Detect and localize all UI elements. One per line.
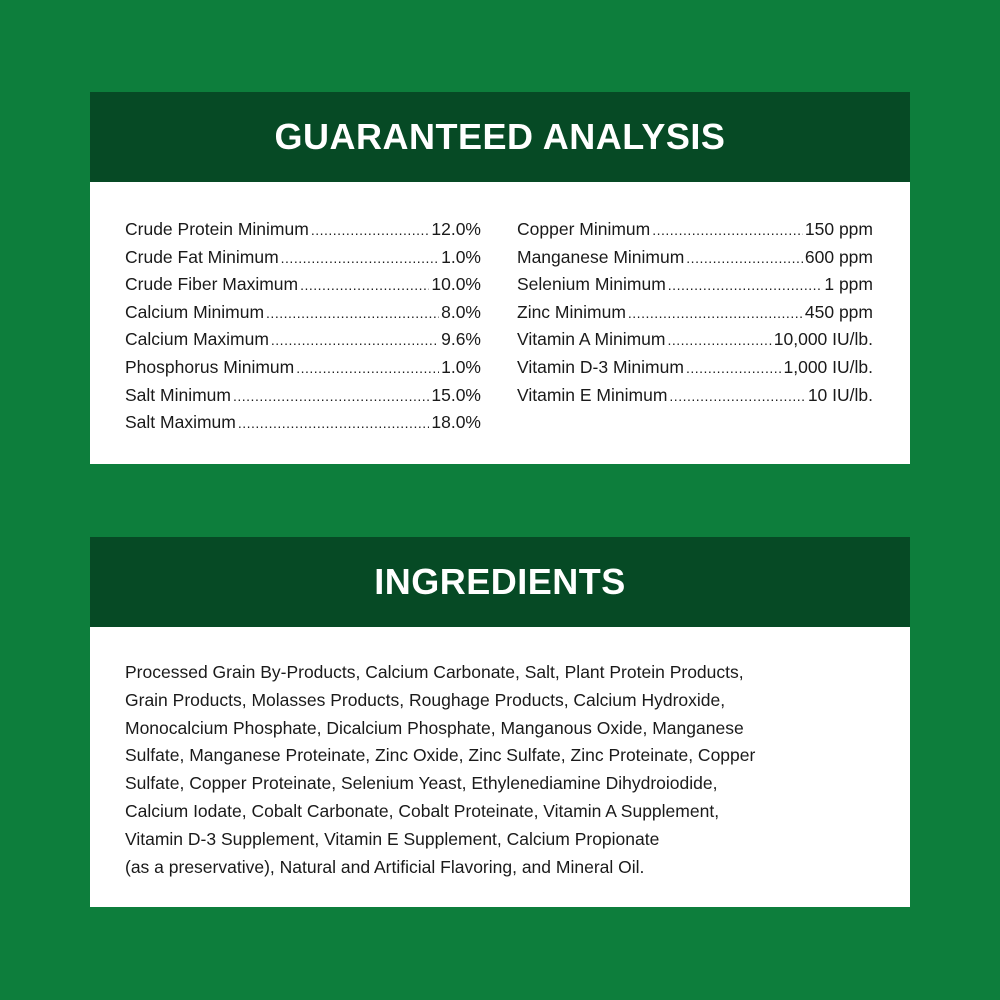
- nutrient-value: 150 ppm: [804, 219, 873, 239]
- analysis-column-left: [125, 219, 481, 440]
- nutrient-value: 10 IU/lb.: [807, 384, 873, 405]
- dot-leader: [281, 250, 439, 266]
- dot-leader: [686, 360, 782, 376]
- nutrient-name: Crude Fiber Maximum: [125, 274, 299, 295]
- nutrient-name: Zinc Minimum: [517, 301, 626, 322]
- nutrient-value: 1.0%: [441, 356, 481, 377]
- analysis-row: [517, 357, 873, 385]
- dot-leader: [628, 305, 803, 321]
- nutrient-name: Copper Minimum: [517, 219, 651, 239]
- nutrient-name: Calcium Maximum: [125, 329, 269, 350]
- nutrient-name: Salt Minimum: [125, 384, 231, 405]
- dot-leader: [238, 415, 430, 431]
- analysis-row: [517, 302, 873, 330]
- analysis-row: [517, 385, 873, 413]
- dot-leader: [686, 250, 803, 266]
- analysis-column-right: [517, 219, 873, 412]
- nutrient-name: Phosphorus Minimum: [125, 356, 295, 377]
- dot-leader: [668, 277, 823, 293]
- dot-leader: [266, 305, 439, 321]
- ingredients-line: Sulfate, Manganese Proteinate, Zinc Oxide, Zinc Sulfate, Zinc Proteinate, Copper: [125, 745, 756, 766]
- nutrient-name: Vitamin A Minimum: [517, 329, 666, 350]
- nutrient-name: Crude Protein Minimum: [125, 219, 309, 239]
- ingredients-line: Sulfate, Copper Proteinate, Selenium Yeast, Ethylenediamine Dihydroiodide,: [125, 773, 718, 794]
- nutrient-value: 1.0%: [441, 246, 481, 267]
- ingredients-body: [90, 627, 910, 907]
- analysis-row: [125, 302, 481, 330]
- nutrient-value: 9.6%: [441, 329, 481, 350]
- dot-leader: [669, 388, 805, 404]
- analysis-row: [125, 357, 481, 385]
- dot-leader: [311, 222, 430, 238]
- nutrient-value: 8.0%: [441, 301, 481, 322]
- nutrient-name: Selenium Minimum: [517, 274, 666, 295]
- nutrient-name: Vitamin D-3 Minimum: [517, 356, 684, 377]
- nutrient-value: 1,000 IU/lb.: [783, 356, 873, 377]
- nutrient-name: Salt Maximum: [125, 412, 236, 433]
- ingredients-title: INGREDIENTS: [90, 537, 910, 627]
- guaranteed-analysis-body: [90, 182, 910, 464]
- analysis-row: [125, 247, 481, 275]
- nutrient-value: 450 ppm: [804, 301, 873, 322]
- ingredients-line: Grain Products, Molasses Products, Roughage Products, Calcium Hydroxide,: [125, 689, 726, 710]
- ingredients-line: Processed Grain By-Products, Calcium Carbonate, Salt, Plant Protein Products,: [125, 662, 744, 682]
- ingredients-line: Calcium Iodate, Cobalt Carbonate, Cobalt Proteinate, Vitamin A Supplement,: [125, 800, 720, 821]
- ingredients-line: Monocalcium Phosphate, Dicalcium Phosphate, Manganous Oxide, Manganese: [125, 717, 744, 738]
- nutrient-value: 12.0%: [431, 219, 481, 239]
- dot-leader: [667, 332, 771, 348]
- nutrient-name: Manganese Minimum: [517, 246, 685, 267]
- nutrient-name: Calcium Minimum: [125, 301, 265, 322]
- analysis-row: [125, 412, 481, 440]
- nutrient-value: 15.0%: [431, 384, 481, 405]
- nutrient-value: 1 ppm: [824, 274, 873, 295]
- analysis-row: [125, 385, 481, 413]
- analysis-row: [517, 219, 873, 247]
- analysis-row: [517, 329, 873, 357]
- guaranteed-analysis-panel: [90, 92, 910, 464]
- ingredients-line: (as a preservative), Natural and Artificial Flavoring, and Mineral Oil.: [125, 856, 645, 877]
- nutrient-value: 600 ppm: [804, 246, 873, 267]
- analysis-row: [125, 329, 481, 357]
- dot-leader: [300, 277, 429, 293]
- dot-leader: [271, 332, 439, 348]
- nutrient-value: 18.0%: [431, 412, 481, 433]
- ingredients-list: [125, 659, 885, 881]
- analysis-row: [517, 274, 873, 302]
- dot-leader: [652, 222, 803, 238]
- dot-leader: [233, 388, 429, 404]
- nutrient-name: Vitamin E Minimum: [517, 384, 668, 405]
- guaranteed-analysis-title: GUARANTEED ANALYSIS: [90, 92, 910, 182]
- analysis-row: [125, 274, 481, 302]
- ingredients-panel: [90, 537, 910, 907]
- nutrient-name: Crude Fat Minimum: [125, 246, 279, 267]
- analysis-row: [125, 219, 481, 247]
- dot-leader: [296, 360, 439, 376]
- analysis-row: [517, 247, 873, 275]
- nutrient-value: 10,000 IU/lb.: [773, 329, 873, 350]
- ingredients-line: Vitamin D-3 Supplement, Vitamin E Supplement, Calcium Propionate: [125, 828, 660, 849]
- nutrient-value: 10.0%: [431, 274, 481, 295]
